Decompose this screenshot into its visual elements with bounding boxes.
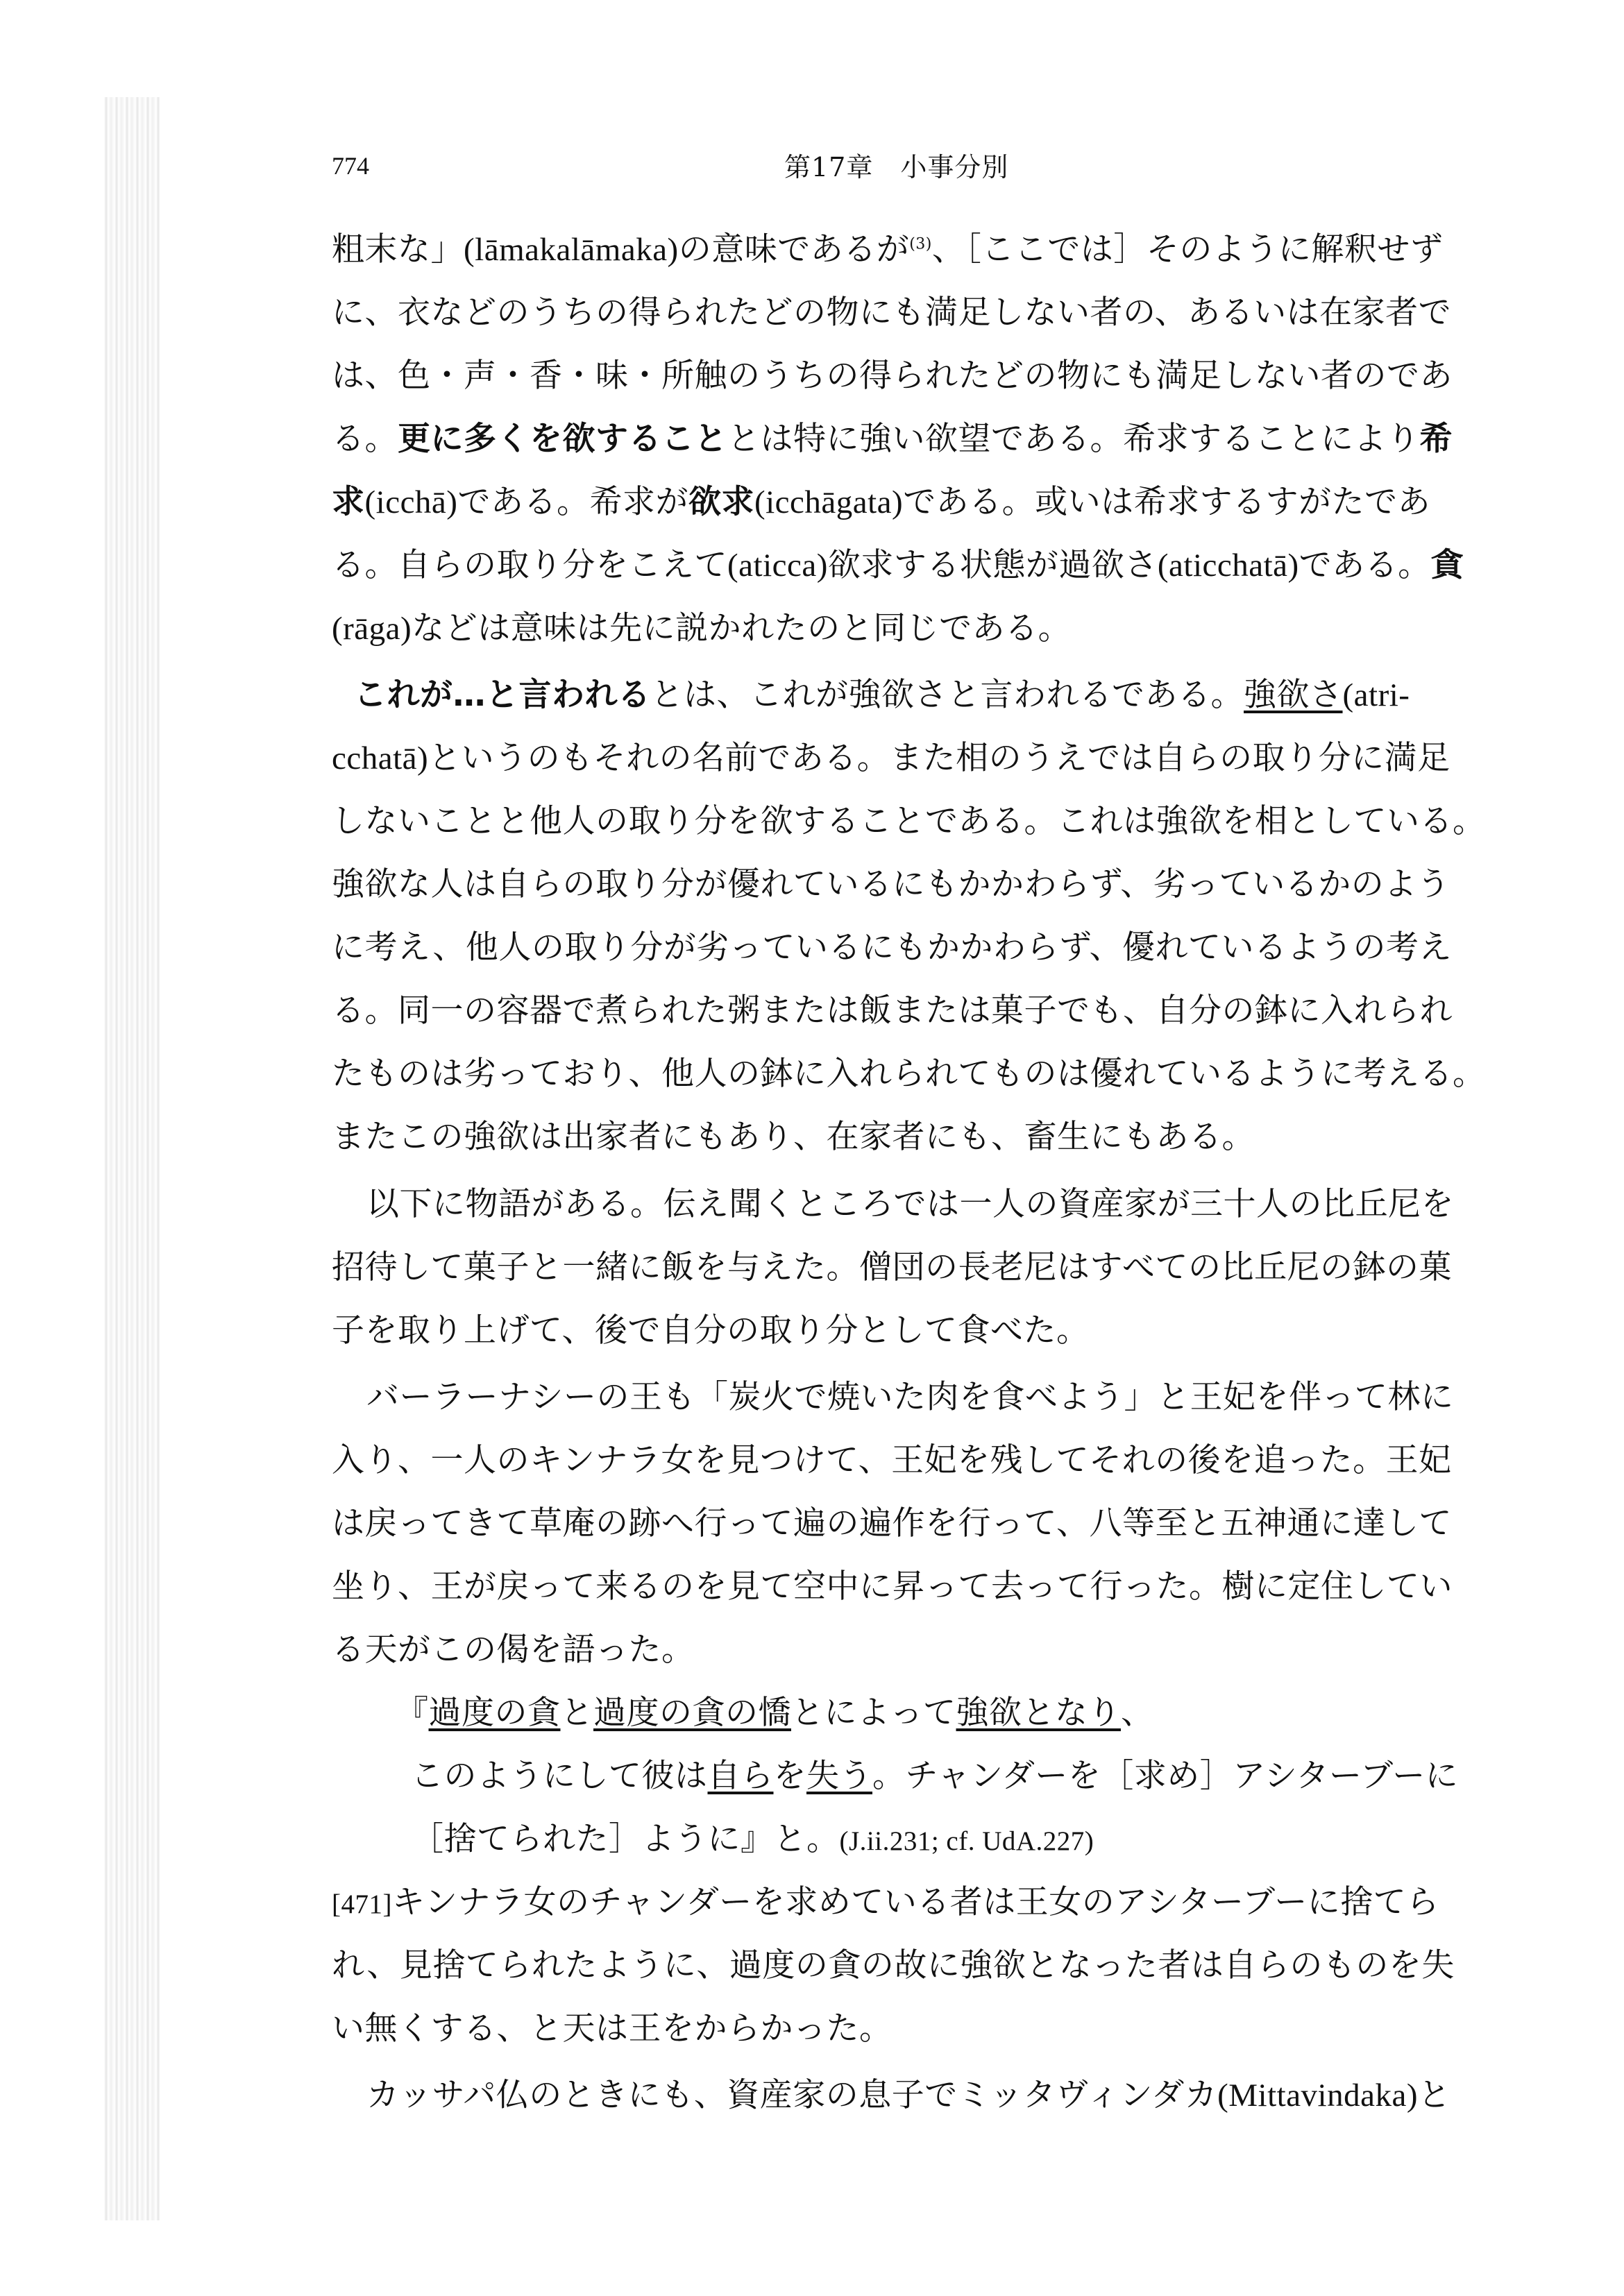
text-line-25: れ、見捨てられたように、過度の貪の故に強欲となった者は自らのものを失 [332,1946,1455,1984]
text-line-15: またこの強欲は出家者にもあり、在家者にも、畜生にもある。 [332,1118,1255,1156]
pali-term: (Mittavindaka) [1217,2077,1418,2114]
text-span: 、［ここでは］そのように解釈せず [931,230,1444,269]
verse-line-1 [396,1694,1154,1732]
text-span: カッサパ仏のときにも、資産家の息子でミッタヴィンダカ [366,2076,1218,2114]
text-span: などは意味は先に説かれたのと同じである。 [412,609,1072,647]
text-span: である。或いは希求するすがたであ [903,483,1431,521]
underlined-term: 過度の貪 [428,1694,561,1732]
text-line-11: 強欲な人は自らの取り分が優れているにもかかわらず、劣っているかのよう [332,865,1450,903]
text-span: というのもそれの名前である。また相のうえでは自らの取り分に満足 [428,739,1450,777]
text-line-2: に、衣などのうちの得られたどの物にも満足しない者の、あるいは在家者で [332,294,1452,332]
underlined-term: 強欲となり [956,1694,1121,1732]
pali-term: cchatā) [332,740,429,776]
text-span: る。自らの取り分をこえて [332,546,727,584]
text-line-3: は、色・声・香・味・所触のうちの得られたどの物にも満足しない者のであ [332,357,1453,395]
text-span: と [1418,2076,1451,2114]
pali-term: (icchāgata) [754,484,904,520]
text-line-4 [332,420,1453,458]
pali-term: (lāmakalāmaka) [464,232,679,268]
page-gutter-shadow [104,97,160,2220]
text-span: 欲求する状態が過欲さ [827,546,1158,584]
underlined-term: 過度の貪の憍 [593,1694,791,1732]
text-span: 、 [1121,1694,1154,1732]
text-line-27 [366,2076,1451,2114]
running-head: 第17章 小事分別 [784,152,1009,182]
bold-term: 希 [1419,420,1453,458]
text-line-26: い無くする、と天は王をからかった。 [332,2009,893,2048]
text-span: る。 [332,420,398,458]
verse-line-2 [411,1757,1459,1795]
bold-term: 欲求 [688,483,754,521]
bold-term: 貪 [1430,546,1464,584]
text-line-17: 招待して菓子と一緒に飯を与えた。僧団の長老尼はすべての比丘尼の鉢の菓 [332,1248,1453,1286]
text-span: である。 [1299,546,1431,584]
text-line-9 [332,739,1450,777]
text-line-1 [332,230,1444,269]
footnote-marker: (3) [909,235,932,253]
text-line-12: に考え、他人の取り分が劣っているにもかかわらず、優れているようの考え [332,928,1453,967]
text-span: キンナラ女のチャンダーを求めている者は王女のアシターブーに捨てら [391,1883,1439,1921]
text-span: とは特に強い欲望である。希求することにより [727,420,1420,458]
citation: (J.ii.231; cf. UdA.227) [839,1826,1094,1856]
text-line-8 [354,676,1410,714]
text-line-20: 入り、一人のキンナラ女を見つけて、王妃を残してそれの後を追った。王妃 [332,1441,1452,1479]
text-span: とによって [791,1694,956,1732]
page-marker: [471] [332,1889,392,1919]
text-span: である。希求が [457,483,688,521]
pali-term: (atri- [1342,677,1410,713]
text-line-10: しないことと他人の取り分を欲することである。これは強欲を相としている。 [332,802,1486,840]
bold-term: これが…と言われる [354,676,651,714]
underlined-term: 失う [806,1757,872,1795]
text-line-16: 以下に物語がある。伝え聞くところでは一人の資産家が三十人の比丘尼を [366,1185,1455,1223]
text-span: ［捨てられた］ように』と。 [411,1820,840,1858]
text-line-7 [332,609,1072,647]
bold-term: 更に多くを欲すること [398,420,727,458]
text-span: このようにして彼は [411,1757,708,1795]
text-span: 『 [396,1694,429,1732]
text-line-18: 子を取り上げて、後で自分の取り分として食べた。 [332,1311,1090,1350]
underlined-term: 自ら [707,1757,774,1795]
text-line-5 [332,483,1431,521]
text-span: とは、これが強欲さと言われるである。 [650,676,1244,714]
text-line-24 [332,1883,1439,1921]
text-line-23: る天がこの偈を語った。 [332,1631,695,1669]
text-line-14: たものは劣っており、他人の鉢に入れられてものは優れているように考える。 [332,1055,1486,1093]
text-line-6 [332,546,1464,584]
text-span: 粗末な」 [332,230,464,269]
pali-term: (aticchatā) [1157,547,1299,584]
text-line-22: 坐り、王が戻って来るのを見て空中に昇って去って行った。樹に定住してい [332,1567,1453,1606]
underlined-term: 強欲さ [1244,676,1343,714]
text-span: 。チャンダーを［求め］アシターブーに [872,1757,1459,1795]
text-span: を [773,1757,806,1795]
verse-line-3 [411,1820,1094,1858]
text-span: の意味であるが [678,230,910,269]
pali-term: (icchā) [364,484,458,520]
page-number: 774 [332,152,369,180]
text-line-13: る。同一の容器で煮られた粥または飯または菓子でも、自分の鉢に入れられ [332,992,1453,1030]
pali-term: (aticca) [727,547,828,584]
pali-term: (rāga) [332,611,412,647]
bold-term: 求 [332,483,365,521]
text-line-21: は戻ってきて草庵の跡へ行って遍の遍作を行って、八等至と五神通に達して [332,1504,1453,1542]
text-span: と [560,1694,593,1732]
text-line-19: バーラーナシーの王も「炭火で焼いた肉を食べよう」と王妃を伴って林に [366,1378,1454,1416]
